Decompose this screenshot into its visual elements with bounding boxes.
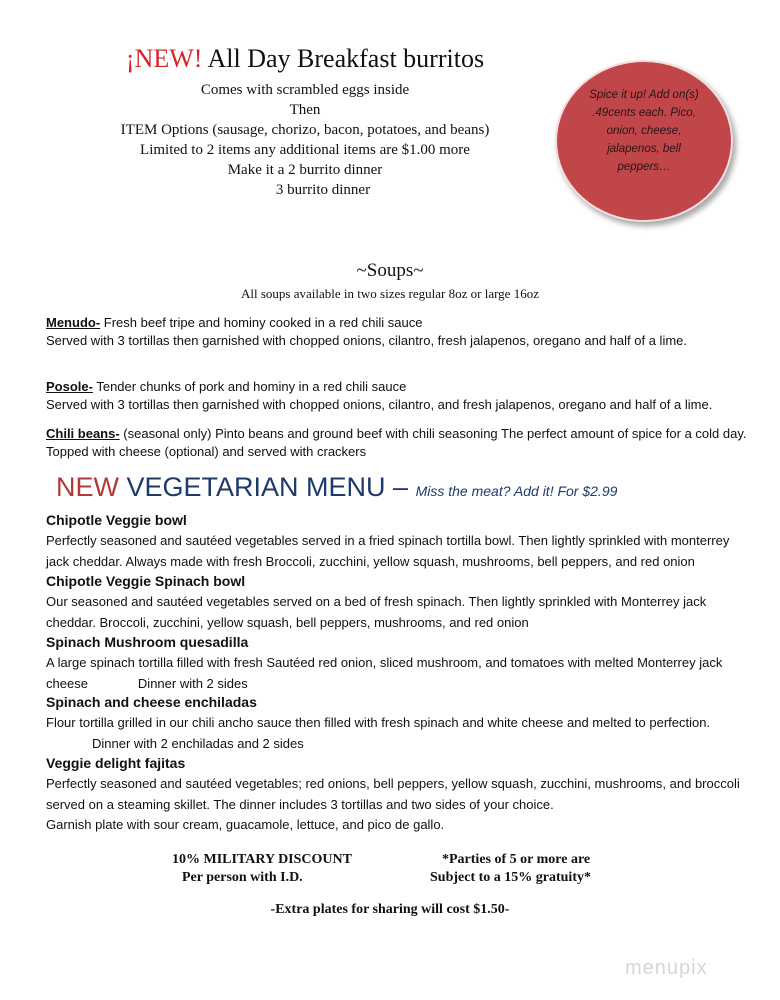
veg-desc-line: cheddar. Broccoli, zucchini, yellow squash, bell peppers, mushrooms, and red onion <box>46 614 529 630</box>
vegetarian-title-menu: VEGETARIAN MENU – <box>126 472 409 502</box>
breakfast-line: Limited to 2 items any additional items are $1.00 more <box>140 142 470 158</box>
breakfast-title-text: All Day Breakfast burritos <box>207 44 485 73</box>
soups-title: ~Soups~ <box>356 260 424 281</box>
veg-desc-line: Perfectly seasoned and sautéed vegetables; red onions, bell peppers, yellow squash, zucchini, mushrooms, and broccoli <box>46 776 740 791</box>
veg-item-name: Chipotle Veggie Spinach bowl <box>46 573 246 589</box>
soup-name: Posole- <box>46 379 93 394</box>
soup-item-posole <box>46 378 746 413</box>
extra-plates-note: -Extra plates for sharing will cost $1.50- <box>270 902 510 917</box>
menupix-watermark: menupix <box>625 957 708 979</box>
veg-desc-line: A large spinach tortilla filled with fresh Sautéed red onion, sliced mushroom, and tomatoes with melted Monterrey jack <box>46 655 723 670</box>
vegetarian-title-new: NEW <box>56 472 119 502</box>
veg-item-name: Veggie delight fajitas <box>46 755 186 771</box>
soup-name: Chili beans- <box>46 426 120 441</box>
veg-desc-line: served on a steaming skillet. The dinner includes 3 tortillas and two sides of your choice. <box>46 796 554 812</box>
soup-name: Menudo- <box>46 315 101 330</box>
spice-text: Spice it up! Add on(s) .49cents each. Pico, onion, cheese, jalapenos, bell peppers… <box>589 89 699 173</box>
breakfast-line: 3 burrito dinner <box>275 182 371 198</box>
veg-desc-line: jack cheddar. Always made with fresh Broccoli, zucchini, yellow squash, mushrooms, bell peppers, and red onion <box>46 553 695 569</box>
soup-desc: (seasonal only) Pinto beans and ground beef with chili seasoning The perfect amount of spice for a cold day. <box>119 426 747 441</box>
veg-item-name: Spinach Mushroom quesadilla <box>46 634 249 650</box>
veg-desc-extra: Dinner with 2 sides <box>137 675 248 691</box>
military-discount: 10% MILITARY DISCOUNT <box>172 852 352 867</box>
veg-item-name: Chipotle Veggie bowl <box>46 512 187 528</box>
soup-item-menudo <box>46 314 746 349</box>
military-discount-sub: Per person with I.D. <box>182 870 303 885</box>
soup-item-chili-beans <box>46 425 746 460</box>
breakfast-title-new: ¡NEW! <box>125 44 203 73</box>
veg-desc-line: Perfectly seasoned and sautéed vegetables served in a fried spinach tortilla bowl. Then lightly sprinkled with monterrey <box>46 533 730 548</box>
soup-desc-2: Served with 3 tortillas then garnished with chopped onions, cilantro, and fresh jalapenos, oregano and half of a lime. <box>46 396 713 412</box>
veg-item-desc <box>46 531 746 572</box>
gratuity-note: Subject to a 15% gratuity* <box>430 870 591 885</box>
veg-item-desc <box>46 713 746 754</box>
breakfast-line: Then <box>289 102 321 118</box>
breakfast-details <box>0 80 610 200</box>
veg-item-name: Spinach and cheese enchiladas <box>46 694 257 710</box>
breakfast-line: ITEM Options (sausage, chorizo, bacon, potatoes, and beans) <box>120 122 490 138</box>
veg-item-desc <box>46 653 746 694</box>
veg-desc-line: Flour tortilla grilled in our chili ancho sauce then filled with fresh spinach and white cheese and melted to perfection. <box>46 715 711 730</box>
soup-desc-2: Served with 3 tortillas then garnished with chopped onions, cilantro, fresh jalapenos, oregano and half of a lime. <box>46 332 687 348</box>
veg-desc-line: Garnish plate with sour cream, guacamole, lettuce, and pico de gallo. <box>46 817 445 832</box>
vegetarian-title <box>56 472 617 503</box>
veg-desc-line: cheese <box>46 675 88 691</box>
spice-it-up-badge <box>555 60 733 222</box>
parties-note: *Parties of 5 or more are <box>442 852 591 867</box>
vegetarian-tagline: Miss the meat? Add it! For $2.99 <box>415 483 618 499</box>
veg-desc-line: Our seasoned and sautéed vegetables served on a bed of fresh spinach. Then lightly sprinkled with Monterrey jack <box>46 594 707 609</box>
soup-desc-2: Topped with cheese (optional) and served with crackers <box>46 443 367 459</box>
breakfast-title <box>0 44 610 74</box>
veg-desc-line: Dinner with 2 enchiladas and 2 sides <box>92 735 304 751</box>
veg-item-desc <box>46 774 746 836</box>
soups-subtitle: All soups available in two sizes regular 8oz or large 16oz <box>241 286 539 301</box>
soup-desc: Tender chunks of pork and hominy in a red chili sauce <box>92 379 407 394</box>
breakfast-line: Make it a 2 burrito dinner <box>227 162 383 178</box>
soup-desc: Fresh beef tripe and hominy cooked in a red chili sauce <box>100 315 423 330</box>
veg-item-desc <box>46 592 746 633</box>
breakfast-line: Comes with scrambled eggs inside <box>200 82 410 98</box>
